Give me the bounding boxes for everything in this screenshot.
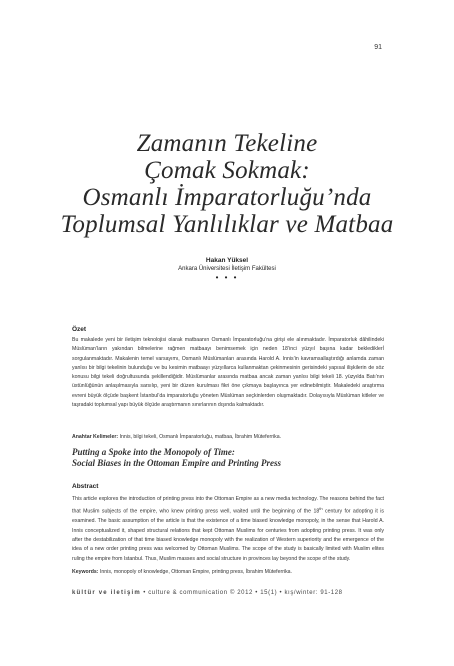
title-line: Toplumsal Yanlılıklar ve Matbaa xyxy=(60,211,394,238)
english-title-line: Social Biases in the Ottoman Empire and Printing Press xyxy=(72,458,282,468)
footer-info: • culture & communication © 2012 • 15(1) • kış/winter: 91-128 xyxy=(140,590,343,596)
author-name: Hakan Yüksel xyxy=(205,257,249,264)
author-affiliation: Ankara Üniversitesi İletişim Fakültesi xyxy=(178,266,276,272)
ozet-text: Bu makalede yeni bir iletişim teknolojisi olarak matbaanın Osmanlı İmparatorluğu’na girişi ele alınmaktadır. İmparatorluk dâhilindeki Müslüman’ların yakından bilmelerine rağmen matbaayı benimsemek için neden 18’inci yüzyıl başına kadar beklediklerİ sorgulanmaktadır. Makalenin temel varsayımı, Osmanlı Müslümanları arasında Harold A. Innis’in kavramsallaştırdığı anlamda zaman yanlısı bir bilgi tekelinin bulunduğu ve bu kesimin matbaayı yüzyıllarca kullanmaktan çekinmesinin gerisindeki yapısal ilişkilerin de söz konusu bilgi tekeli doğrultusunda şekillendiğidir. Müslümanlar arasında matbaa ancak zaman yanlısı bilgi tekeli 18. yüzyılda Batı’nın üstünlüğünün anlaşılmasıyla sarsılıp, yeni bir düzen kurulması fikri öne çıkmaya başlayınca yer edinebilmiştir. Makaledeki araştırma evreni büyük ölçüde başkent İstanbul’da imparatorluğu yöneten Müslüman seçkinlerden oluşmaktadır. Dolayısıyla Müslüman kitleler ve taşradaki toplumsal yapı büyük ölçüde araştırmanın sınırlarının dışında kalmaktadır. xyxy=(72,337,384,409)
separator-dots: • • • xyxy=(215,273,239,282)
abstract-text-part: This article explores the introduction of printing press into the Ottoman Empire as a new media technology. The reasons behind the fact that Muslim subjects of the empire, who knew printing press well, waited until the beginning of the 18 xyxy=(72,496,384,516)
anahtar-kelimeler xyxy=(72,433,384,442)
keywords xyxy=(72,568,384,577)
page-number: 91 xyxy=(374,44,382,51)
anahtar-text: Innis, bilgi tekeli, Osmanlı İmparatorluğu, matbaa, İbrahim Müteferrika. xyxy=(118,434,282,440)
ozet-heading: Özet xyxy=(72,326,87,333)
title-line: Zamanın Tekeline xyxy=(136,130,318,157)
abstract-heading: Abstract xyxy=(72,483,99,490)
english-title-line: Putting a Spoke into the Monopoly of Time: xyxy=(72,447,235,457)
abstract-superscript: th xyxy=(319,506,323,512)
title-line: Osmanlı İmparatorluğu’nda xyxy=(82,184,372,211)
keywords-text: Innis, monopoly of knowledge, Ottoman Empire, printing press, İbrahim Müteferrika. xyxy=(98,569,292,575)
title-line: Çomak Sokmak: xyxy=(144,157,310,184)
footer-journal: kültür ve iletişim xyxy=(72,590,141,596)
abstract-text-part: century for adopting it is examined. The basic assumption of the article is that the existence of a time biased knowledge monopoly, in the sense that Harold A. Innis conceptualized it, shaped structural relations that kept Ottoman Muslims for centuries from adopting printing press. It was only after the destabilization of that time biased knowledge monopoly with the realization of Western superiority and the emergence of the idea of a new order printing press was welcomed by Ottoman Muslims. The scope of the study is basically limited with Muslim elites ruling the empire from Istanbul. Thus, Muslim masses and social structure in provinces lay beyond the scope of the study. xyxy=(72,509,385,562)
keywords-label: Keywords: xyxy=(72,569,99,575)
abstract-text xyxy=(72,495,384,564)
page-footer xyxy=(72,590,384,596)
article-title xyxy=(60,130,394,238)
anahtar-label: Anahtar Kelimeler: xyxy=(72,434,119,440)
english-title xyxy=(72,447,392,469)
author-block xyxy=(60,256,394,282)
